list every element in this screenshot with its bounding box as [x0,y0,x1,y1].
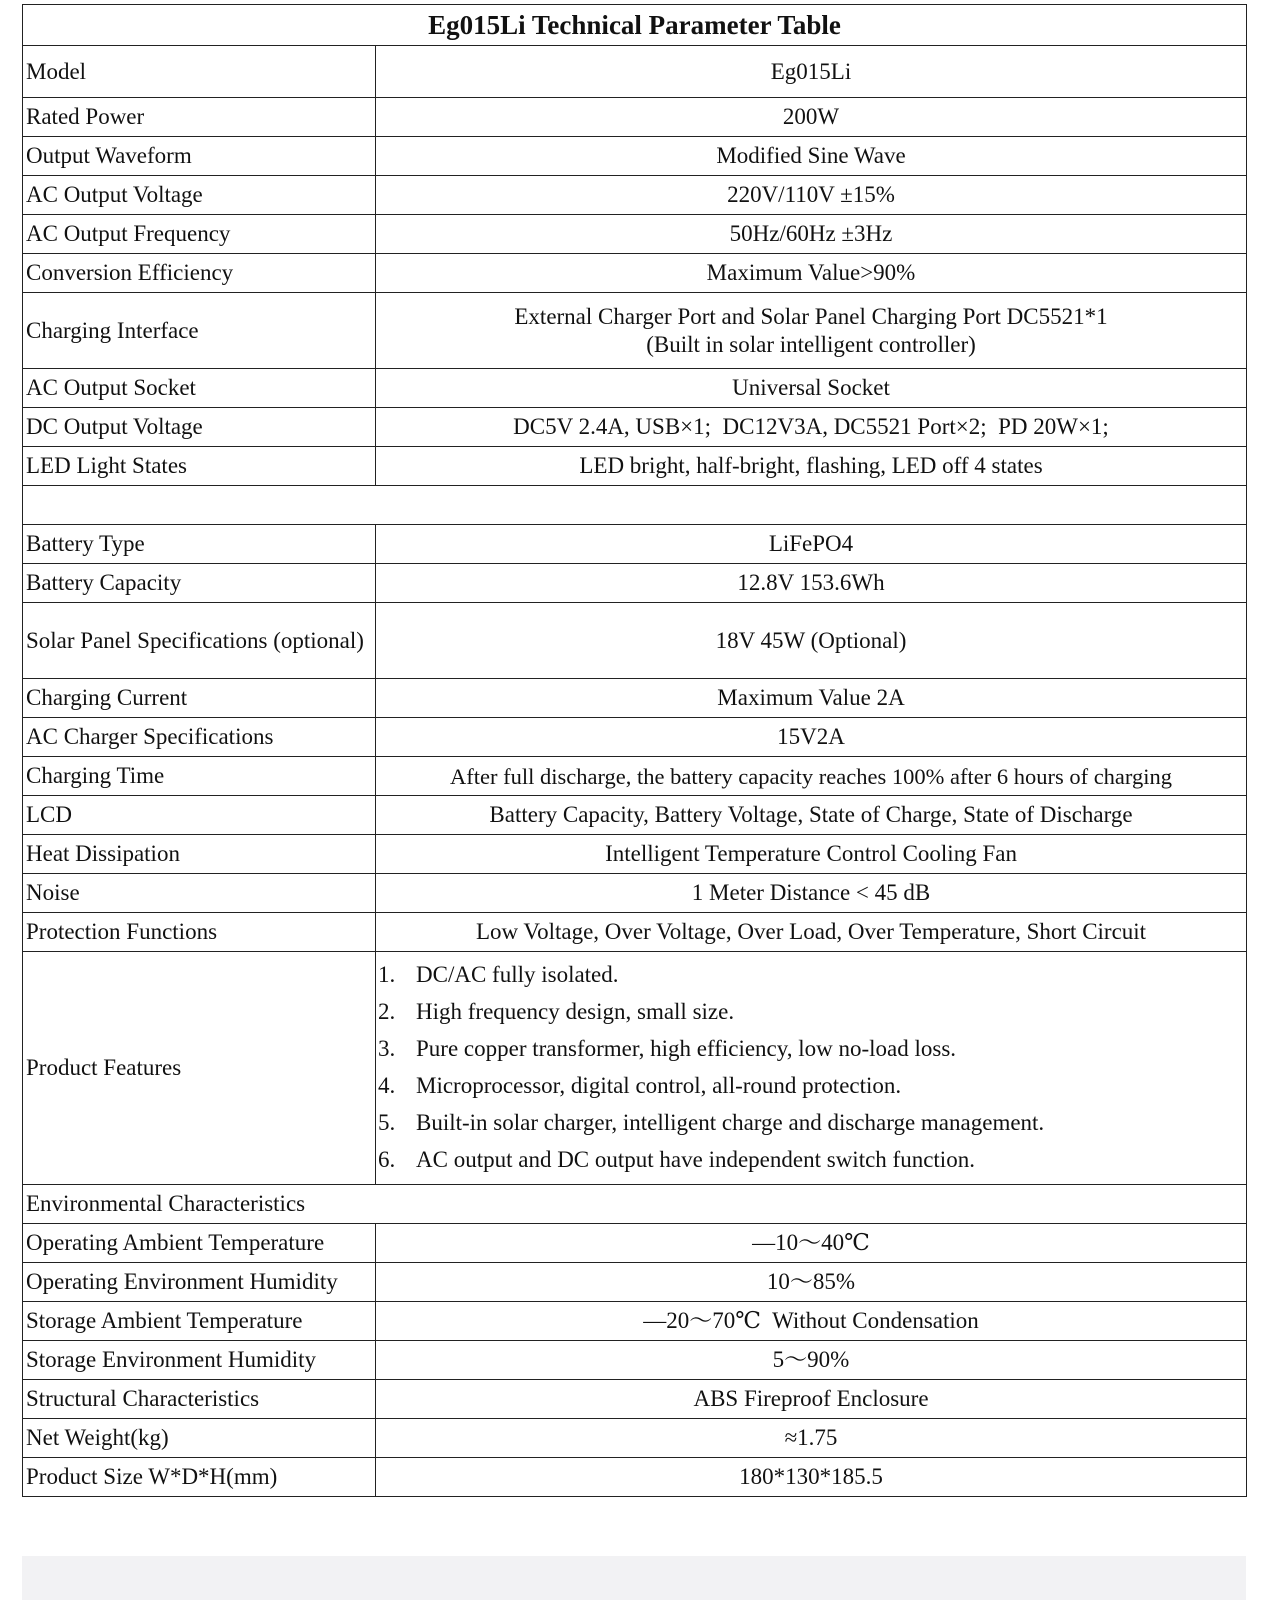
feature-text: Built-in solar charger, intelligent charge and discharge management. [416,1110,1045,1135]
table-row [23,137,1247,176]
bottom-band [22,1556,1246,1600]
table-row [23,952,1247,1185]
row-label-net-weight: Net Weight(kg) [23,1419,376,1458]
feature-number: 1. [378,962,396,987]
table-row [23,718,1247,757]
row-value-operating-temp: —10～40℃ [376,1224,1247,1263]
row-value-product-features [376,952,1247,1185]
row-label-charging-time: Charging Time [23,757,376,796]
table-row [23,679,1247,718]
empty-separator-cell [23,486,1247,525]
row-label-rated-power: Rated Power [23,98,376,137]
feature-number: 6. [378,1147,396,1172]
row-label-storage-humidity: Storage Environment Humidity [23,1341,376,1380]
row-value-output-waveform: Modified Sine Wave [376,137,1247,176]
row-label-ac-output-frequency: AC Output Frequency [23,215,376,254]
row-value-battery-capacity: 12.8V 153.6Wh [376,564,1247,603]
feature-number: 5. [378,1110,396,1135]
row-value-product-size: 180*130*185.5 [376,1458,1247,1497]
row-value-dc-output-voltage: DC5V 2.4A, USB×1; DC12V3A, DC5521 Port×2; PD 20W×1; [376,408,1247,447]
row-value-charging-time: After full discharge, the battery capacity reaches 100% after 6 hours of charging [376,757,1247,796]
row-value-solar-panel: 18V 45W (Optional) [376,603,1247,679]
table-row [23,1458,1247,1497]
features-list [378,952,1244,1184]
table-row [23,1380,1247,1419]
feature-text: Microprocessor, digital control, all-round protection. [416,1073,902,1098]
list-item [378,1141,1244,1178]
row-value-conversion-efficiency: Maximum Value>90% [376,254,1247,293]
row-value-ac-output-voltage: 220V/110V ±15% [376,176,1247,215]
table-row-heading [23,1185,1247,1224]
row-value-charging-current: Maximum Value 2A [376,679,1247,718]
table-row [23,796,1247,835]
list-item [378,1030,1244,1067]
table-row [23,408,1247,447]
row-label-noise: Noise [23,874,376,913]
table-row [23,176,1247,215]
row-label-lcd: LCD [23,796,376,835]
table-row-empty [23,486,1247,525]
row-value-ac-output-frequency: 50Hz/60Hz ±3Hz [376,215,1247,254]
feature-number: 4. [378,1073,396,1098]
row-label-model: Model [23,46,376,98]
table-row [23,1224,1247,1263]
row-value-lcd: Battery Capacity, Battery Voltage, State of Charge, State of Discharge [376,796,1247,835]
row-label-protection-functions: Protection Functions [23,913,376,952]
table-row [23,525,1247,564]
row-value-structural: ABS Fireproof Enclosure [376,1380,1247,1419]
table-row [23,1302,1247,1341]
list-item [378,1067,1244,1104]
table-row [23,98,1247,137]
table-row [23,1419,1247,1458]
row-label-charging-interface: Charging Interface [23,293,376,369]
row-value-storage-humidity: 5～90% [376,1341,1247,1380]
row-value-led-light-states: LED bright, half-bright, flashing, LED off 4 states [376,447,1247,486]
table-row [23,215,1247,254]
row-value-rated-power: 200W [376,98,1247,137]
table-title: Eg015Li Technical Parameter Table [23,5,1247,46]
row-value-noise: 1 Meter Distance < 45 dB [376,874,1247,913]
row-label-product-size: Product Size W*D*H(mm) [23,1458,376,1497]
row-label-ac-charger-specs: AC Charger Specifications [23,718,376,757]
table-row [23,447,1247,486]
feature-text: AC output and DC output have independent switch function. [416,1147,975,1172]
row-label-heat-dissipation: Heat Dissipation [23,835,376,874]
feature-text: DC/AC fully isolated. [416,962,619,987]
charging-interface-line-1: External Charger Port and Solar Panel Charging Port DC5521*1 [514,303,1108,329]
row-label-conversion-efficiency: Conversion Efficiency [23,254,376,293]
row-label-ac-output-voltage: AC Output Voltage [23,176,376,215]
row-label-storage-temp: Storage Ambient Temperature [23,1302,376,1341]
row-label-product-features: Product Features [23,952,376,1185]
feature-number: 2. [378,999,396,1024]
table-row [23,46,1247,98]
table-row [23,293,1247,369]
feature-text: Pure copper transformer, high efficiency, low no-load loss. [416,1036,957,1061]
row-label-battery-capacity: Battery Capacity [23,564,376,603]
list-item [378,956,1244,993]
row-label-output-waveform: Output Waveform [23,137,376,176]
table-row [23,564,1247,603]
row-label-ac-output-socket: AC Output Socket [23,369,376,408]
row-label-charging-current: Charging Current [23,679,376,718]
row-value-charging-interface [376,293,1247,369]
table-row [23,913,1247,952]
row-value-operating-humidity: 10～85% [376,1263,1247,1302]
row-value-protection-functions: Low Voltage, Over Voltage, Over Load, Over Temperature, Short Circuit [376,913,1247,952]
feature-text: High frequency design, small size. [416,999,735,1024]
list-item [378,1104,1244,1141]
row-value-storage-temp: —20～70℃ Without Condensation [376,1302,1247,1341]
row-label-solar-panel: Solar Panel Specifications (optional) [23,603,376,679]
row-value-model: Eg015Li [376,46,1247,98]
table-row [23,757,1247,796]
row-label-structural: Structural Characteristics [23,1380,376,1419]
table-row [23,1263,1247,1302]
row-value-net-weight: ≈1.75 [376,1419,1247,1458]
parameter-table-sheet [22,4,1246,1497]
row-value-battery-type: LiFePO4 [376,525,1247,564]
table-row [23,369,1247,408]
table-row [23,603,1247,679]
table-row [23,254,1247,293]
row-label-operating-temp: Operating Ambient Temperature [23,1224,376,1263]
environmental-heading: Environmental Characteristics [23,1185,1247,1224]
feature-number: 3. [378,1036,396,1061]
table-row [23,835,1247,874]
row-value-ac-output-socket: Universal Socket [376,369,1247,408]
row-label-battery-type: Battery Type [23,525,376,564]
list-item [378,993,1244,1030]
row-label-operating-humidity: Operating Environment Humidity [23,1263,376,1302]
row-value-heat-dissipation: Intelligent Temperature Control Cooling Fan [376,835,1247,874]
charging-interface-line-2: (Built in solar intelligent controller) [646,331,976,357]
row-label-dc-output-voltage: DC Output Voltage [23,408,376,447]
row-label-led-light-states: LED Light States [23,447,376,486]
parameter-table [22,4,1247,1497]
table-row [23,1341,1247,1380]
table-row [23,874,1247,913]
row-value-ac-charger-specs: 15V2A [376,718,1247,757]
